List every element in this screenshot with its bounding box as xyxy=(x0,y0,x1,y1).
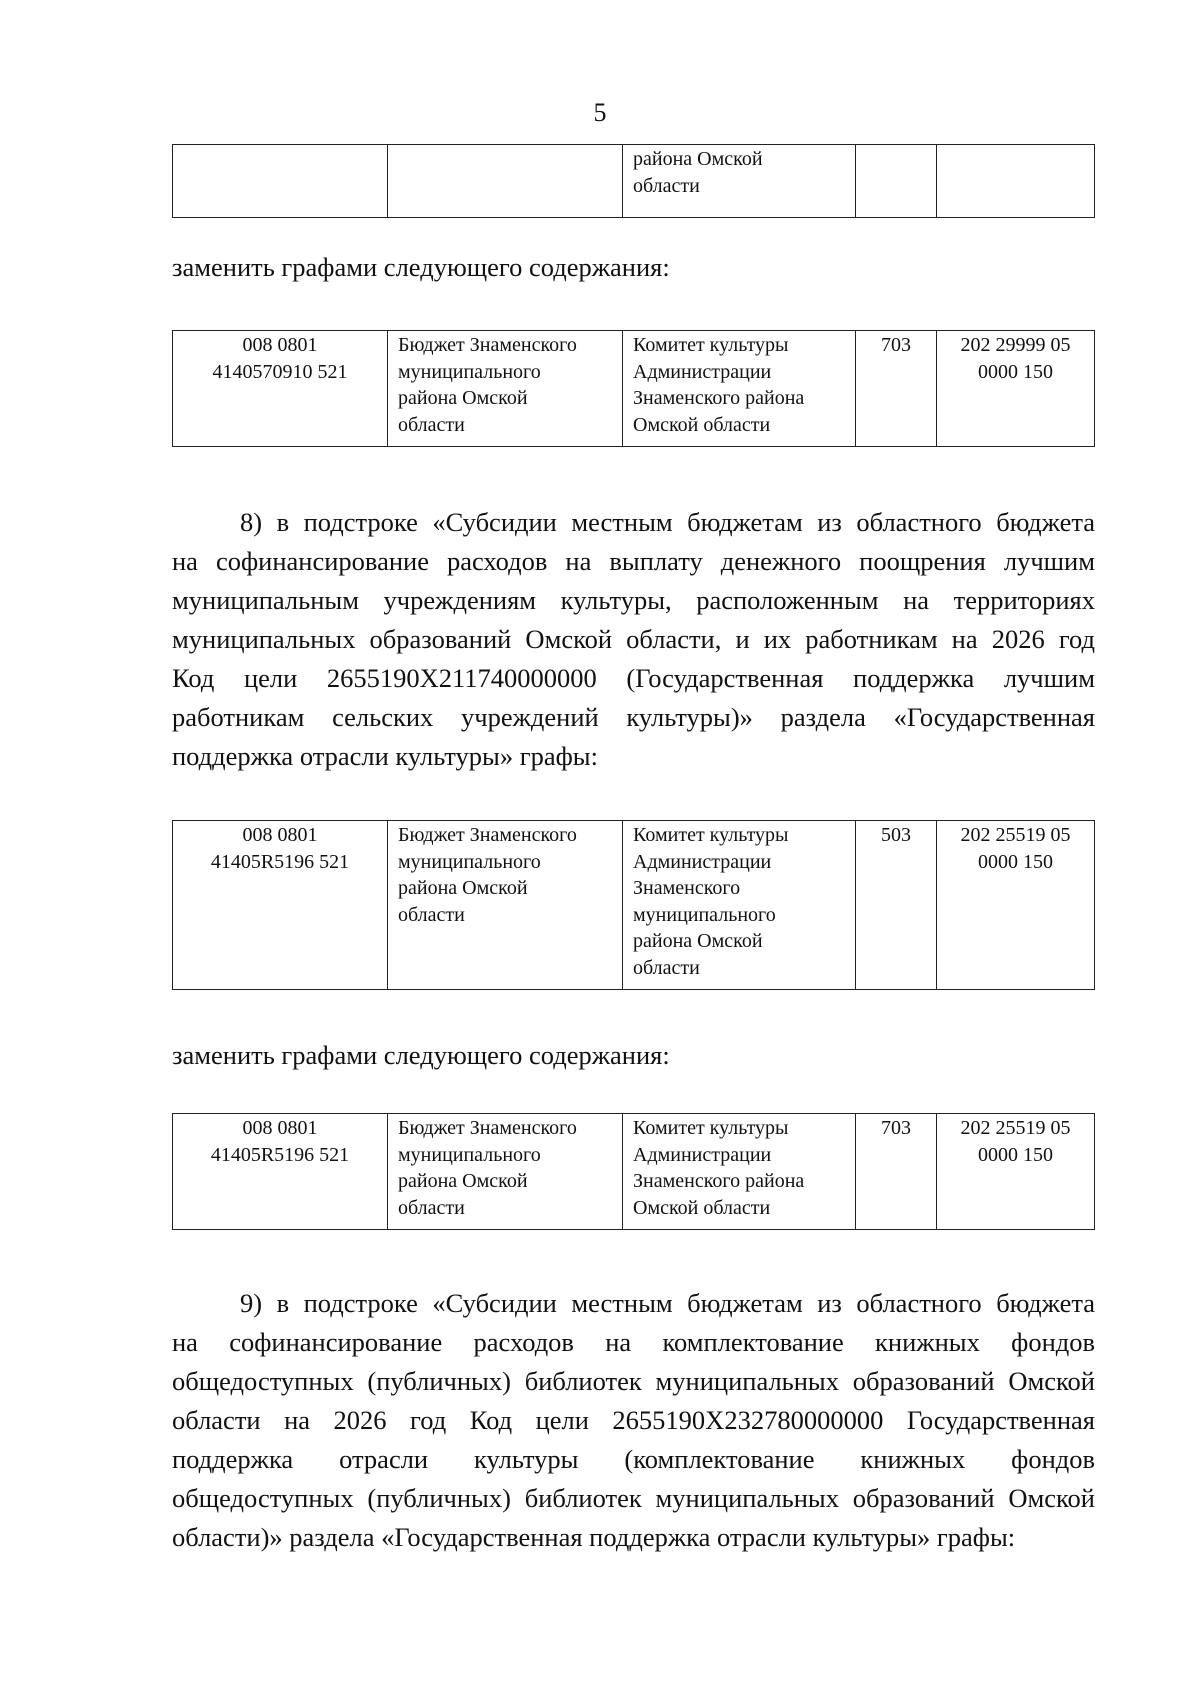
paragraph-line: муниципальным учреждениям культуры, расположенным на территориях xyxy=(172,585,1095,615)
code-line: 41405R5196 521 xyxy=(210,1143,350,1166)
paragraph-line: поддержка отрасли культуры» графы: xyxy=(172,741,598,771)
org-line: Комитет культуры xyxy=(633,824,789,846)
paragraph-line: на софинансирование расходов на комплектование книжных фондов xyxy=(172,1327,1095,1357)
org-line: Администрации xyxy=(633,360,772,383)
budget-cell xyxy=(388,1114,623,1230)
table-row xyxy=(173,821,1095,990)
code-cell xyxy=(173,1114,388,1230)
org-line: Знаменского района xyxy=(633,1170,805,1192)
number-cell xyxy=(856,145,937,218)
org-cell xyxy=(623,145,856,218)
code-cell xyxy=(173,145,388,218)
replacement-table-1 xyxy=(172,330,1095,447)
org-cell xyxy=(623,821,856,990)
page-number: 5 xyxy=(593,98,607,127)
replace-instruction: заменить графами следующего содержания: xyxy=(172,1040,670,1070)
code-line: 41405R5196 521 xyxy=(210,850,350,873)
org-line: Омской области xyxy=(633,1196,771,1219)
budget-line: области xyxy=(398,1196,465,1219)
kbk-line: 0000 150 xyxy=(978,850,1053,873)
kbk-line: 0000 150 xyxy=(978,360,1053,383)
budget-line: района Омской xyxy=(398,877,528,899)
paragraph-line: муниципальных образований Омской области, и их работникам на 2026 год xyxy=(172,624,1095,654)
org-line: Знаменского xyxy=(633,877,741,899)
budget-line: района Омской xyxy=(398,1170,528,1192)
budget-line: муниципального xyxy=(398,360,541,383)
org-line: Комитет культуры xyxy=(633,1117,789,1139)
budget-line: области xyxy=(398,903,465,926)
budget-line: муниципального xyxy=(398,850,541,873)
kbk-cell xyxy=(937,1114,1095,1230)
budget-line: района Омской xyxy=(398,387,528,409)
paragraph-line: общедоступных (публичных) библиотек муниципальных образований Омской xyxy=(172,1366,1095,1396)
org-line: муниципального xyxy=(633,903,776,926)
paragraph-line: 9) в подстроке «Субсидии местным бюджетам из областного бюджета xyxy=(240,1288,1095,1318)
code-line: 008 0801 xyxy=(242,1117,318,1139)
paragraph-line: области)» раздела «Государственная поддержка отрасли культуры» графы: xyxy=(172,1522,1016,1552)
org-line: района Омской xyxy=(633,148,763,170)
table-row xyxy=(173,331,1095,447)
paragraph-line: общедоступных (публичных) библиотек муниципальных образований Омской xyxy=(172,1483,1095,1513)
org-line: Администрации xyxy=(633,850,772,873)
org-line: Администрации xyxy=(633,1143,772,1166)
budget-line: Бюджет Знаменского xyxy=(398,1117,577,1139)
kbk-line: 0000 150 xyxy=(978,1143,1053,1166)
continuation-table xyxy=(172,144,1095,218)
replace-instruction: заменить графами следующего содержания: xyxy=(172,252,670,282)
budget-cell xyxy=(388,331,623,447)
source-table-2 xyxy=(172,820,1095,990)
paragraph-line: работникам сельских учреждений культуры)» раздела «Государственная xyxy=(172,702,1095,732)
paragraph-line: на софинансирование расходов на выплату денежного поощрения лучшим xyxy=(172,546,1095,576)
budget-cell xyxy=(388,145,623,218)
kbk-line: 202 29999 05 xyxy=(960,334,1071,356)
org-line: Комитет культуры xyxy=(633,334,789,356)
kbk-line: 202 25519 05 xyxy=(960,1117,1071,1139)
org-line: района Омской xyxy=(633,930,763,952)
code-cell xyxy=(173,331,388,447)
paragraph-line: Код цели 2655190X211740000000 (Государственная поддержка лучшим xyxy=(172,663,1095,693)
number-cell: 703 xyxy=(856,331,937,447)
org-line: области xyxy=(633,174,700,197)
budget-line: Бюджет Знаменского xyxy=(398,824,577,846)
paragraph-line: поддержка отрасли культуры (комплектование книжных фондов xyxy=(172,1444,1095,1474)
kbk-line: 202 25519 05 xyxy=(960,824,1071,846)
paragraph-line: области на 2026 год Код цели 2655190X232780000000 Государственная xyxy=(172,1405,1095,1435)
org-cell xyxy=(623,331,856,447)
number-cell: 703 xyxy=(856,1114,937,1230)
code-line: 4140570910 521 xyxy=(212,360,348,383)
budget-line: области xyxy=(398,413,465,436)
kbk-cell xyxy=(937,145,1095,218)
code-line: 008 0801 xyxy=(242,334,318,356)
kbk-cell xyxy=(937,331,1095,447)
number-cell: 503 xyxy=(856,821,937,990)
budget-line: Бюджет Знаменского xyxy=(398,334,577,356)
replacement-table-3 xyxy=(172,1113,1095,1230)
budget-line: муниципального xyxy=(398,1143,541,1166)
kbk-cell xyxy=(937,821,1095,990)
org-line: Омской области xyxy=(633,413,771,436)
code-line: 008 0801 xyxy=(242,824,318,846)
org-line: области xyxy=(633,956,700,979)
budget-cell xyxy=(388,821,623,990)
paragraph-line: 8) в подстроке «Субсидии местным бюджетам из областного бюджета xyxy=(240,507,1095,537)
org-line: Знаменского района xyxy=(633,387,805,409)
code-cell xyxy=(173,821,388,990)
org-cell xyxy=(623,1114,856,1230)
table-row xyxy=(173,145,1095,218)
table-row xyxy=(173,1114,1095,1230)
